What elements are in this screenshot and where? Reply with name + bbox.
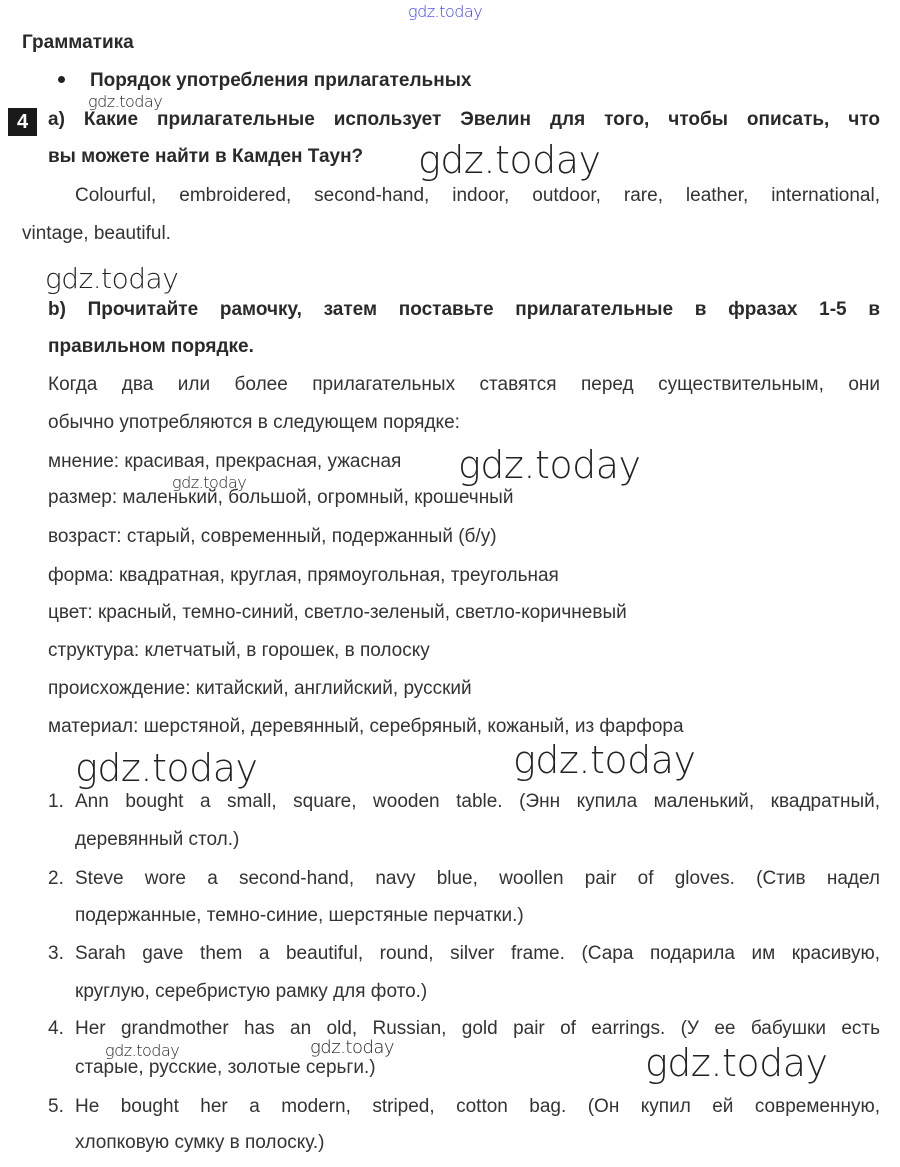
answer-number: 2. <box>48 868 64 889</box>
watermark: gdz.today <box>418 138 601 182</box>
answer-number: 3. <box>48 943 64 964</box>
answer-line2: подержанные, темно-синие, шерстяные перчатки.) <box>75 905 524 926</box>
answer-line2: хлопковую сумку в полоску.) <box>75 1132 325 1153</box>
bullet-icon <box>58 76 65 83</box>
watermark: gdz.today <box>310 1037 395 1058</box>
watermark: gdz.today <box>408 2 483 21</box>
watermark: gdz.today <box>105 1041 180 1060</box>
order-item: материал: шерстяной, деревянный, серебряный, кожаный, из фарфора <box>48 716 684 737</box>
answer-a-line2: vintage, beautiful. <box>22 223 171 244</box>
order-item: форма: квадратная, круглая, прямоугольная, треугольная <box>48 565 559 586</box>
order-item: структура: клетчатый, в горошек, в полоску <box>48 640 430 661</box>
answer-line1: He bought her a modern, striped, cotton bag. (Он купил ей современную, <box>75 1096 880 1117</box>
intro-line1: Когда два или более прилагательных ставятся перед существительным, они <box>48 374 880 395</box>
question-b-line2: правильном порядке. <box>48 336 254 357</box>
watermark: gdz.today <box>513 738 696 782</box>
answer-number: 4. <box>48 1018 64 1039</box>
answer-line2: деревянный стол.) <box>75 829 240 850</box>
question-b-line1: b) Прочитайте рамочку, затем поставьте прилагательные в фразах 1-5 в <box>48 299 880 320</box>
order-item: размер: маленький, большой, огромный, крошечный <box>48 487 514 508</box>
answer-line1: Ann bought a small, square, wooden table. (Энн купила маленький, квадратный, <box>75 791 880 812</box>
topic-heading: Порядок употребления прилагательных <box>90 70 472 91</box>
question-a-line2: вы можете найти в Камден Таун? <box>48 146 364 167</box>
watermark: gdz.today <box>88 92 163 111</box>
answer-number: 5. <box>48 1096 64 1117</box>
answer-line1: Sarah gave them a beautiful, round, silver frame. (Сара подарила им красивую, <box>75 943 880 964</box>
order-item: мнение: красивая, прекрасная, ужасная <box>48 451 402 472</box>
section-title: Грамматика <box>22 32 134 53</box>
answer-line2: старые, русские, золотые серьги.) <box>75 1057 376 1078</box>
answer-line1: Her grandmother has an old, Russian, gold pair of earrings. (У ее бабушки есть <box>75 1018 880 1039</box>
answer-number: 1. <box>48 791 64 812</box>
watermark: gdz.today <box>75 746 258 790</box>
answer-line1: Steve wore a second-hand, navy blue, woollen pair of gloves. (Стив надел <box>75 868 880 889</box>
watermark: gdz.today <box>172 473 247 492</box>
question-a-line1: а) Какие прилагательные использует Эвелин для того, чтобы описать, что <box>48 109 880 130</box>
watermark: gdz.today <box>458 443 641 487</box>
watermark: gdz.today <box>645 1041 828 1085</box>
watermark: gdz.today <box>45 262 179 295</box>
intro-line2: обычно употребляются в следующем порядке: <box>48 412 460 433</box>
exercise-number: 4 <box>8 108 37 136</box>
order-item: возраст: старый, современный, подержанный (б/у) <box>48 526 497 547</box>
answer-line2: круглую, серебристую рамку для фото.) <box>75 981 428 1002</box>
order-item: цвет: красный, темно-синий, светло-зеленый, светло-коричневый <box>48 602 627 623</box>
answer-a-line1: Colourful, embroidered, second-hand, indoor, outdoor, rare, leather, international, <box>75 185 880 206</box>
order-item: происхождение: китайский, английский, русский <box>48 678 472 699</box>
